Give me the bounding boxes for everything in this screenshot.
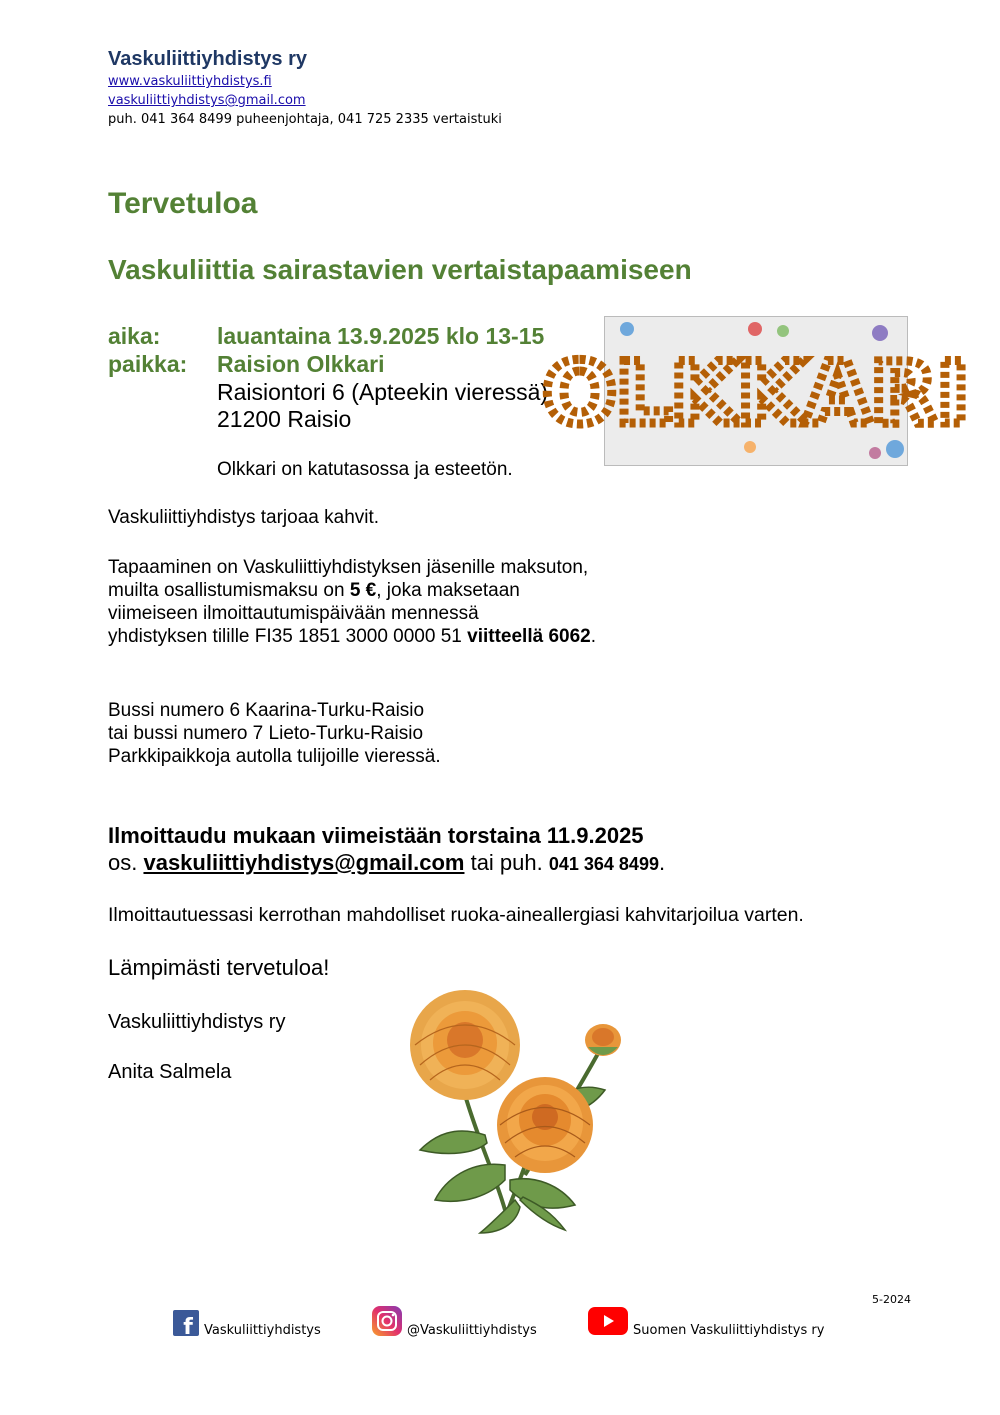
bus-line-7: tai bussi numero 7 Lieto-Turku-Raisio	[108, 723, 424, 744]
instagram-icon[interactable]	[372, 1306, 402, 1336]
registration-deadline: Ilmoittaudu mukaan viimeistään torstaina 11.9.2025	[108, 823, 644, 848]
facebook-icon[interactable]	[173, 1310, 199, 1340]
time-value: lauantaina 13.9.2025 klo 13-15	[217, 323, 545, 349]
closing-organization: Vaskuliittiyhdistys ry	[108, 1011, 286, 1033]
website-link[interactable]: www.vaskuliittiyhdistys.fi	[108, 74, 272, 89]
instagram-label[interactable]: @Vaskuliittiyhdistys	[407, 1323, 537, 1338]
sign-lettering: OLKKARI	[543, 344, 969, 444]
registration-phone: 041 364 8499	[548, 854, 659, 874]
youtube-label[interactable]: Suomen Vaskuliittiyhdistys ry	[633, 1323, 825, 1338]
facebook-label[interactable]: Vaskuliittiyhdistys	[204, 1323, 321, 1338]
svg-text:f: f	[183, 1315, 193, 1340]
registration-contact: os. vaskuliittiyhdistys@gmail.com tai puh. 041 364 8499.	[108, 850, 666, 875]
parking-note: Parkkipaikkoja autolla tulijoille vieressä.	[108, 746, 441, 767]
bus-line-6: Bussi numero 6 Kaarina-Turku-Raisio	[108, 700, 425, 721]
youtube-icon[interactable]	[588, 1307, 628, 1335]
payment-reference: viitteellä 6062	[467, 626, 591, 647]
fee-line-4: yhdistyksen tilille FI35 1851 3000 0000 51 viitteellä 6062.	[108, 626, 597, 647]
closing-greeting: Lämpimästi tervetuloa!	[108, 955, 330, 980]
accessibility-note: Olkkari on katutasossa ja esteetön.	[217, 459, 513, 480]
fee-line-3: viimeiseen ilmoittautumispäivään mennessä	[108, 603, 479, 624]
place-label: paikka:	[108, 351, 188, 377]
time-label: aika:	[108, 323, 161, 349]
fee-line-2: muilta osallistumismaksu on 5 €, joka maksetaan	[108, 580, 520, 601]
fee-line-1: Tapaaminen on Vaskuliittiyhdistyksen jäsenille maksuton,	[108, 557, 589, 578]
allergy-note: Ilmoittautuessasi kerrothan mahdolliset ruoka-aineallergiasi kahvitarjoilua varten.	[108, 904, 804, 926]
event-subtitle: Vaskuliittia sairastavien vertaistapaamiseen	[108, 254, 692, 285]
email-link[interactable]: vaskuliittiyhdistys@gmail.com	[108, 93, 306, 108]
chrysanthemum-illustration	[385, 985, 655, 1240]
place-name: Raision Olkkari	[217, 351, 385, 377]
fee-amount: 5 €	[349, 580, 377, 601]
olkkari-sign-photo	[543, 316, 969, 466]
organization-name: Vaskuliittiyhdistys ry	[108, 48, 307, 70]
coffee-note: Vaskuliittiyhdistys tarjoaa kahvit.	[108, 507, 380, 528]
signatory-name: Anita Salmela	[108, 1061, 232, 1083]
address-line-1: Raisiontori 6 (Apteekin vieressä)	[217, 379, 549, 405]
document-version: 5-2024	[872, 1293, 911, 1306]
welcome-heading: Tervetuloa	[108, 187, 258, 220]
registration-email-link[interactable]: vaskuliittiyhdistys@gmail.com	[143, 850, 465, 875]
address-line-2: 21200 Raisio	[217, 406, 352, 432]
phone-line: puh. 041 364 8499 puheenjohtaja, 041 725 2335 vertaistuki	[108, 112, 502, 127]
